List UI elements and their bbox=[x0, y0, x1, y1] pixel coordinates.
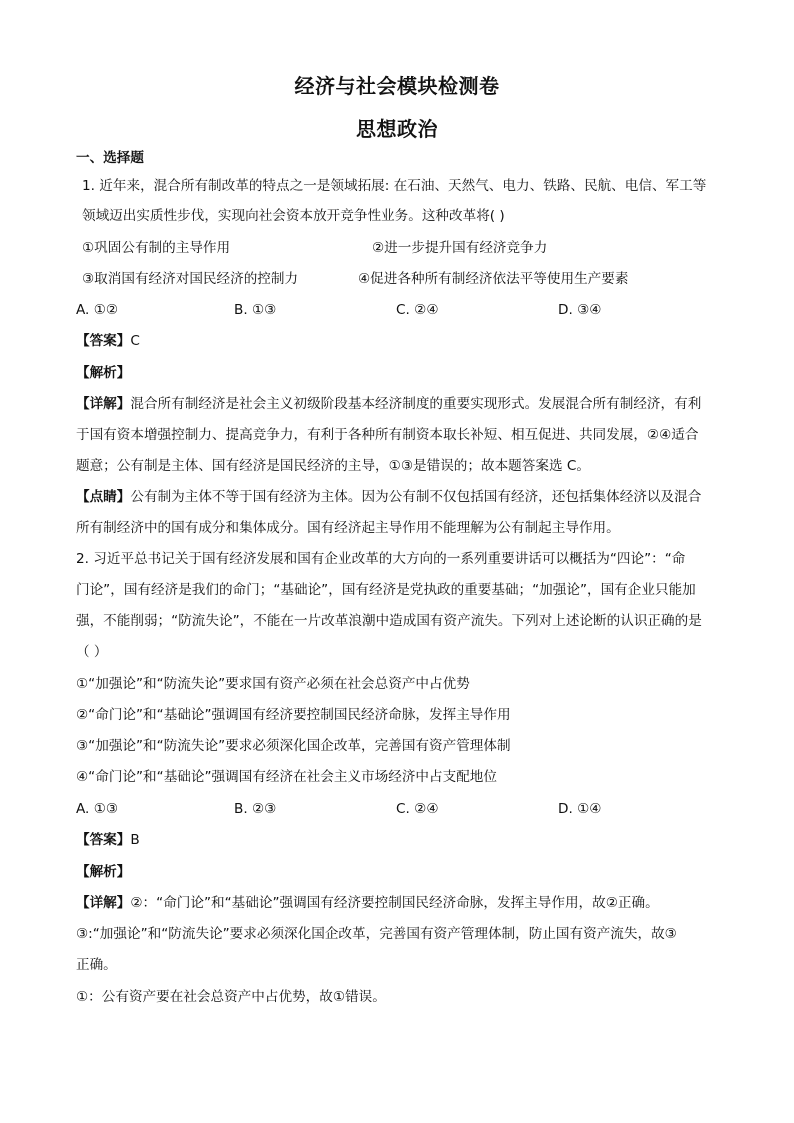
q2-statement-2: ②“命门论”和“基础论”强调国有经济要控制国民经济命脉，发挥主导作用 bbox=[76, 707, 511, 723]
q1-comment-text1: 公有制为主体不等于国有经济为主体。因为公有制不仅包括国有经济，还包括集体经济以及混合 bbox=[130, 489, 702, 505]
q2-analysis-tag: 【解析】 bbox=[76, 864, 131, 880]
q1-statement-1: ①巩固公有制的主导作用 bbox=[82, 240, 231, 256]
q2-detail-line4: ①：公有资产要在社会总资产中占优势，故①错误。 bbox=[76, 989, 386, 1005]
document-subtitle: 思想政治 bbox=[356, 117, 438, 141]
q2-detail-text1: ②：“命门论”和“基础论”强调国有经济要控制国民经济命脉，发挥主导作用，故②正确。 bbox=[130, 895, 659, 911]
q2-statement-1: ①“加强论”和“防流失论”要求国有资产必须在社会总资产中占优势 bbox=[76, 676, 470, 692]
section-heading: 一、选择题 bbox=[76, 150, 144, 166]
q2-detail-line2: ③:“加强论”和“防流失论”要求必须深化国企改革，完善国有资产管理体制，防止国有资产流失，故③ bbox=[76, 926, 677, 942]
q1-comment-line1 bbox=[76, 487, 726, 507]
q1-option-d: D. ③④ bbox=[558, 302, 602, 318]
q1-detail-line3: 题意；公有制是主体、国有经济是国民经济的主导，①③是错误的；故本题答案选 C。 bbox=[76, 458, 590, 474]
document-title: 经济与社会模块检测卷 bbox=[294, 74, 500, 98]
q1-detail-text1: 混合所有制经济是社会主义初级阶段基本经济制度的重要实现形式。发展混合所有制经济，有利 bbox=[130, 396, 702, 412]
q2-answer-value: B bbox=[130, 832, 140, 848]
q1-option-a: A. ①② bbox=[76, 302, 119, 318]
q1-answer-value: C bbox=[130, 333, 140, 349]
q1-statement-2: ②进一步提升国有经济竞争力 bbox=[372, 240, 548, 256]
q2-detail-line1 bbox=[76, 893, 726, 913]
q2-statement-3: ③“加强论”和“防流失论”要求必须深化国企改革，完善国有资产管理体制 bbox=[76, 738, 511, 754]
q2-option-a: A. ①③ bbox=[76, 801, 119, 817]
q1-option-c: C. ②④ bbox=[396, 302, 439, 318]
q1-analysis-tag: 【解析】 bbox=[76, 365, 131, 381]
q1-answer bbox=[76, 331, 140, 351]
q2-answer-tag: 【答案】 bbox=[76, 832, 131, 848]
q2-stem-line2: 门论”，国有经济是我们的命门；“基础论”，国有经济是党执政的重要基础；“加强论”，国有企业只能加 bbox=[76, 582, 696, 598]
q1-stem-line2: 领域迈出实质性步伐，实现向社会资本放开竞争性业务。这种改革将( ) bbox=[82, 208, 505, 224]
q1-statement-3: ③取消国有经济对国民经济的控制力 bbox=[82, 271, 299, 287]
q2-statement-4: ④“命门论”和“基础论”强调国有经济在社会主义市场经济中占支配地位 bbox=[76, 769, 497, 785]
q1-option-b: B. ①③ bbox=[234, 302, 277, 318]
q2-stem-line3: 强，不能削弱；“防流失论”，不能在一片改革浪潮中造成国有资产流失。下列对上述论断的认识正确的是 bbox=[76, 613, 702, 629]
q2-detail-line3: 正确。 bbox=[76, 957, 117, 973]
q1-detail-tag: 【详解】 bbox=[76, 396, 131, 412]
q1-detail-line1 bbox=[76, 394, 726, 414]
q1-detail-line2: 于国有资本增强控制力、提高竞争力，有利于各种所有制资本取长补短、相互促进、共同发展，②④适合 bbox=[76, 427, 699, 443]
q2-stem-line4: （ ） bbox=[76, 644, 108, 660]
q1-comment-line2: 所有制经济中的国有成分和集体成分。国有经济起主导作用不能理解为公有制起主导作用。 bbox=[76, 520, 620, 536]
q2-answer bbox=[76, 830, 140, 850]
q2-stem-line1: 2. 习近平总书记关于国有经济发展和国有企业改革的大方向的一系列重要讲话可以概括为“四论”：“命 bbox=[76, 551, 686, 567]
q2-detail-tag: 【详解】 bbox=[76, 895, 131, 911]
q1-stem-line1: 1. 近年来，混合所有制改革的特点之一是领域拓展: 在石油、天然气、电力、铁路、民航、电信、军工等 bbox=[82, 178, 707, 194]
q1-statement-4: ④促进各种所有制经济依法平等使用生产要素 bbox=[358, 271, 629, 287]
q2-option-c: C. ②④ bbox=[396, 801, 439, 817]
q1-comment-tag: 【点睛】 bbox=[76, 489, 131, 505]
q2-option-b: B. ②③ bbox=[234, 801, 277, 817]
q2-option-d: D. ①④ bbox=[558, 801, 602, 817]
q1-answer-tag: 【答案】 bbox=[76, 333, 131, 349]
